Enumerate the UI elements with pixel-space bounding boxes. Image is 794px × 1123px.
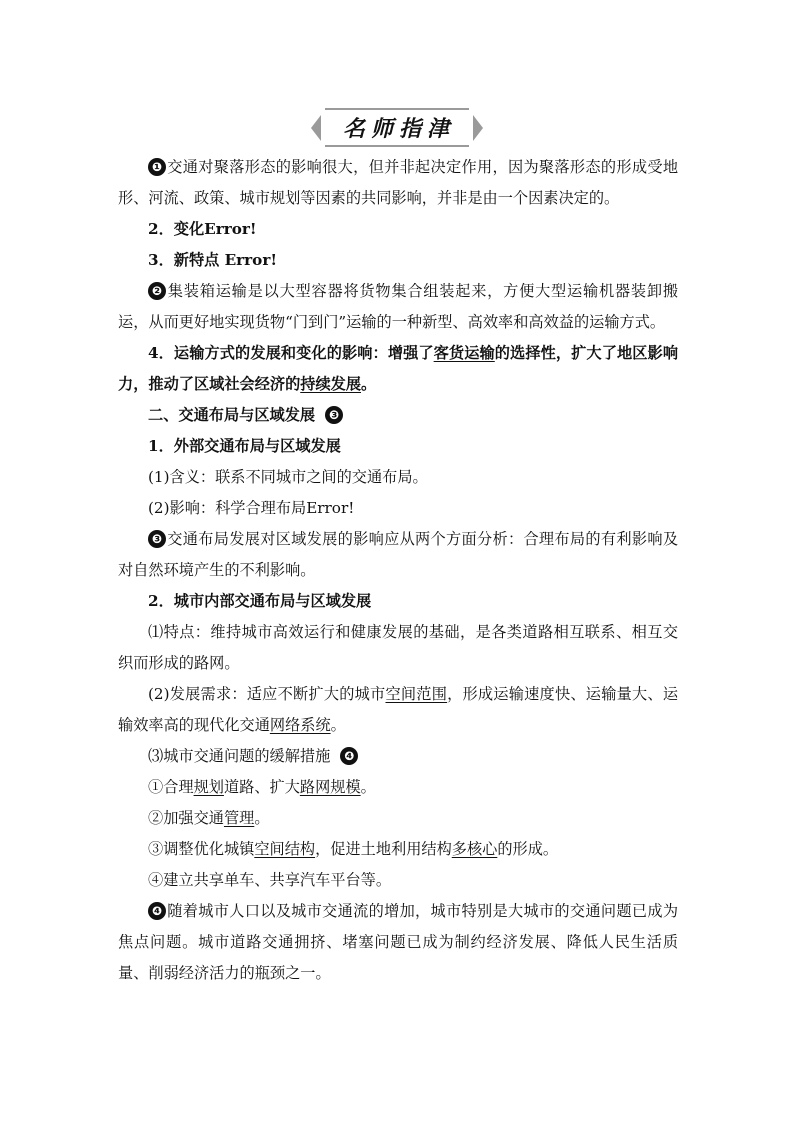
underlined-term: 客货运输 — [433, 344, 495, 362]
point-4-impact — [118, 338, 678, 400]
note-marker: ❸ — [148, 530, 166, 548]
item-text: ⑶城市交通问题的缓解措施 — [148, 747, 331, 765]
note-3 — [118, 524, 678, 586]
banner-title: 名师指津 — [325, 108, 469, 147]
text-segment: 。 — [360, 778, 376, 796]
measure-2 — [118, 803, 678, 834]
text-segment: 的选择性，扩大了地区影响力，推动了区域社会经济的 — [118, 344, 679, 393]
underlined-term: 多核心 — [451, 840, 498, 858]
text-segment: ②加强交通 — [148, 809, 224, 827]
underlined-term: 路网规模 — [299, 778, 361, 796]
text-segment: 4．运输方式的发展和变化的影响：增强了 — [148, 344, 434, 362]
section-heading-2 — [118, 400, 678, 431]
note-marker: ❹ — [148, 902, 166, 920]
note-text: 交通布局发展对区域发展的影响应从两个方面分析：合理布局的有利影响及对自然环境产生的不利影响。 — [118, 530, 678, 579]
document-body — [118, 152, 678, 989]
note-4 — [118, 896, 678, 989]
heading-text: 二、交通布局与区域发展 — [148, 406, 316, 424]
note-text: 集装箱运输是以大型容器将货物集合组装起来，方便大型运输机器装卸搬运，从而更好地实现货物“门到门”运输的一种新型、高效率和高效益的运输方式。 — [118, 282, 678, 331]
text-segment: ③调整优化城镇 — [148, 840, 255, 858]
note-text: 随着城市人口以及城市交通流的增加，城市特别是大城市的交通问题已成为焦点问题。城市道路交通拥挤、堵塞问题已成为制约经济发展、降低人民生活质量、削弱经济活力的瓶颈之一。 — [118, 902, 678, 982]
text-segment: ，促进土地利用结构 — [315, 840, 452, 858]
underlined-term: 持续发展 — [300, 375, 361, 393]
point-2-change: 2．变化Error! — [148, 220, 257, 238]
note-marker: ❹ — [340, 747, 358, 765]
underlined-term: 管理 — [223, 809, 255, 827]
measure-1 — [118, 772, 678, 803]
measure-4: ④建立共享单车、共享汽车平台等。 — [148, 871, 391, 889]
subsection-1-item-1: (1)含义：联系不同城市之间的交通布局。 — [148, 468, 428, 486]
text-segment: 。 — [330, 716, 346, 734]
text-segment: 。 — [254, 809, 270, 827]
underlined-term: 网络系统 — [269, 716, 331, 734]
text-segment: ①合理 — [148, 778, 194, 796]
underlined-term: 空间结构 — [254, 840, 316, 858]
section-banner — [0, 108, 794, 147]
note-marker: ❷ — [148, 282, 166, 300]
subsection-2: 2．城市内部交通布局与区域发展 — [148, 592, 372, 610]
text-segment: 道路、扩大 — [223, 778, 300, 796]
banner-box — [311, 108, 483, 147]
measure-3 — [118, 834, 678, 865]
note-marker: ❸ — [325, 406, 343, 424]
note-text: 交通对聚落形态的影响很大，但并非起决定作用，因为聚落形态的形成受地形、河流、政策、城市规划等因素的共同影响，并非是由一个因素决定的。 — [118, 158, 678, 207]
point-3-features: 3．新特点 Error! — [148, 251, 277, 269]
right-arrow-icon — [473, 115, 483, 141]
left-arrow-icon — [311, 115, 321, 141]
text-segment: ，形成运输速度快、运输量大、运输效率高的现代化交通 — [118, 685, 679, 734]
underlined-term: 规划 — [193, 778, 224, 796]
subsection-2-item-3 — [118, 741, 678, 772]
text-segment: 的形成。 — [497, 840, 559, 858]
text-segment: 。 — [361, 375, 377, 393]
subsection-2-item-1: ⑴特点：维持城市高效运行和健康发展的基础，是各类道路相互联系、相互交织而形成的路网。 — [118, 623, 678, 672]
note-1 — [118, 152, 678, 214]
subsection-2-item-2 — [118, 679, 678, 741]
note-marker: ❶ — [148, 158, 166, 176]
note-2 — [118, 276, 678, 338]
subsection-1-item-2: (2)影响：科学合理布局Error! — [148, 499, 355, 517]
subsection-1: 1．外部交通布局与区域发展 — [148, 437, 341, 455]
text-segment: (2)发展需求：适应不断扩大的城市 — [148, 685, 386, 703]
underlined-term: 空间范围 — [385, 685, 448, 703]
